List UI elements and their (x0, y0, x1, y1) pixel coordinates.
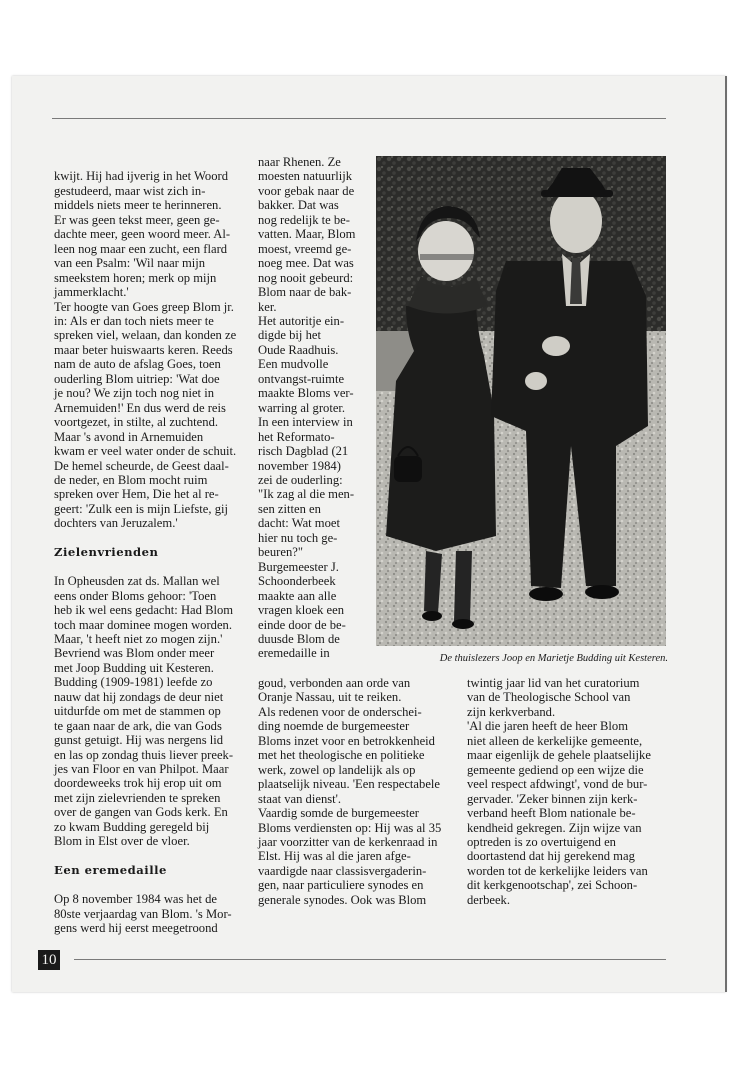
section-heading-eremedaille: Een eremedaille (54, 863, 167, 878)
page-number: 10 (38, 950, 60, 970)
column-1-section-1: In Opheusden zat ds. Mallan wel eens onder Bloms gehoor: 'Toen heb ik wel eens gedacht: Had Blom toch maar dominee mogen worden. Maar, 't heeft niet zo mogen zijn.' Bevriend was Blom onder meer met Joop Budding uit Kesteren. Budding (1909-1981) leefde zo nauw dat hij zondags de deur niet uitdurfde om met de stammen op te gaan naar de ark, die van Gods gunst getuigt. Hij was nergens lid en las op zondag thuis liever preek- jes van Floor en van Philpot. Maar doordeweeks trok hij erop uit om met zijn zielevrienden te spreken over de gangen van Gods kerk. En zo kwam Budding geregeld bij Blom in Elst over de vloer. (54, 574, 234, 849)
footer-rule (74, 959, 666, 960)
page-sheet (12, 76, 726, 992)
page-edge-shadow (725, 76, 727, 992)
column-1-intro: kwijt. Hij had ijverig in het Woord gestudeerd, maar wist zich in- middels niets meer te herinneren. Er was geen tekst meer, geen ge- dachte meer, geen woord meer. Al- leen nog maar een zucht, een flard van een Psalm: 'Wil naar mijn smeekstem horen; merk op mijn jammerklacht.' Ter hoogte van Goes greep Blom jr. in: Als er dan toch niets meer te spreken viel, welaan, dan konden ze maar beter huiswaarts keren. Reeds nam de auto de afslag Goes, toen ouderling Blom uitriep: 'Wat doe je nou? We zijn toch nog niet in Arnemuiden!' En dus werd de reis voortgezet, in stilte, al zuchtend. Maar 's avond in Arnemuiden kwam er veel water onder de schuit. De hemel scheurde, de Geest daal- de neder, en Blom mocht ruim spreken over Hem, Die het al re- geert: 'Zulk een is mijn Liefste, gij dochters van Jeruzalem.' (54, 169, 237, 531)
photo-caption: De thuislezers Joop en Marietje Budding uit Kesteren. (439, 653, 668, 664)
photo-couple (376, 156, 666, 646)
column-3: twintig jaar lid van het curatorium van de Theologische School van zijn kerkverband. 'Al die jaren heeft de heer Blom niet alleen de kerkelijke gemeente, maar eigenlijk de gehele plaatselijke gemeente gediend op een wijze die veel respect afdwingt', vond de bur- gervader. 'Zeker binnen zijn kerk- verband heeft Blom nationale be- kendheid gekregen. Zijn wijze van optreden is zo overtuigend en doortastend dat hij gerekend mag worden tot de kerkelijke leiders van dit kerkgenootschap', zei Schoon- derbeek. (467, 676, 651, 907)
column-1 (54, 155, 245, 950)
column-2-lower: goud, verbonden aan orde van Oranje Nassau, uit te reiken. Als redenen voor de onderschei- ding noemde de burgemeester Bloms inzet voor en betrokkenheid met het theologische en politieke werk, zowel op landelijk als op plaatselijk niveau. 'Een respectabele staat van dienst'. Vaardig somde de burgemeester Bloms verdiensten op: Hij was al 35 jaar voorzitter van de kerkenraad in Elst. Hij was al die jaren afge- vaardigde naar classisvergaderin- gen, naar particuliere synodes en generale synodes. Ook was Blom (258, 676, 442, 907)
column-2-upper: naar Rhenen. Ze moesten natuurlijk voor gebak naar de bakker. Dat was nog redelijk te be- vatten. Maar, Blom moest, vreemd ge- noeg mee. Dat was nog nooit gebeurd: Blom naar de bak- ker. Het autoritje ein- digde bij het Oude Raadhuis. Een mudvolle ontvangst-ruimte maakte Bloms ver- warring al groter. In een interview in het Reformato- risch Dagblad (21 november 1984) zei de ouderling: "Ik zag al die men- sen zitten en dacht: Wat moet hier nu toch ge- beuren?" Burgemeester J. Schoonderbeek maakte aan alle vragen kloek een einde door de be- duusde Blom de eremedaille in (258, 155, 356, 661)
column-1-section-2: Op 8 november 1984 was het de 80ste verjaardag van Blom. 's Mor- gens werd hij eerst meegetroond (54, 892, 232, 936)
header-rule (52, 118, 666, 119)
section-heading-zielenvrienden: Zielenvrienden (54, 545, 159, 560)
